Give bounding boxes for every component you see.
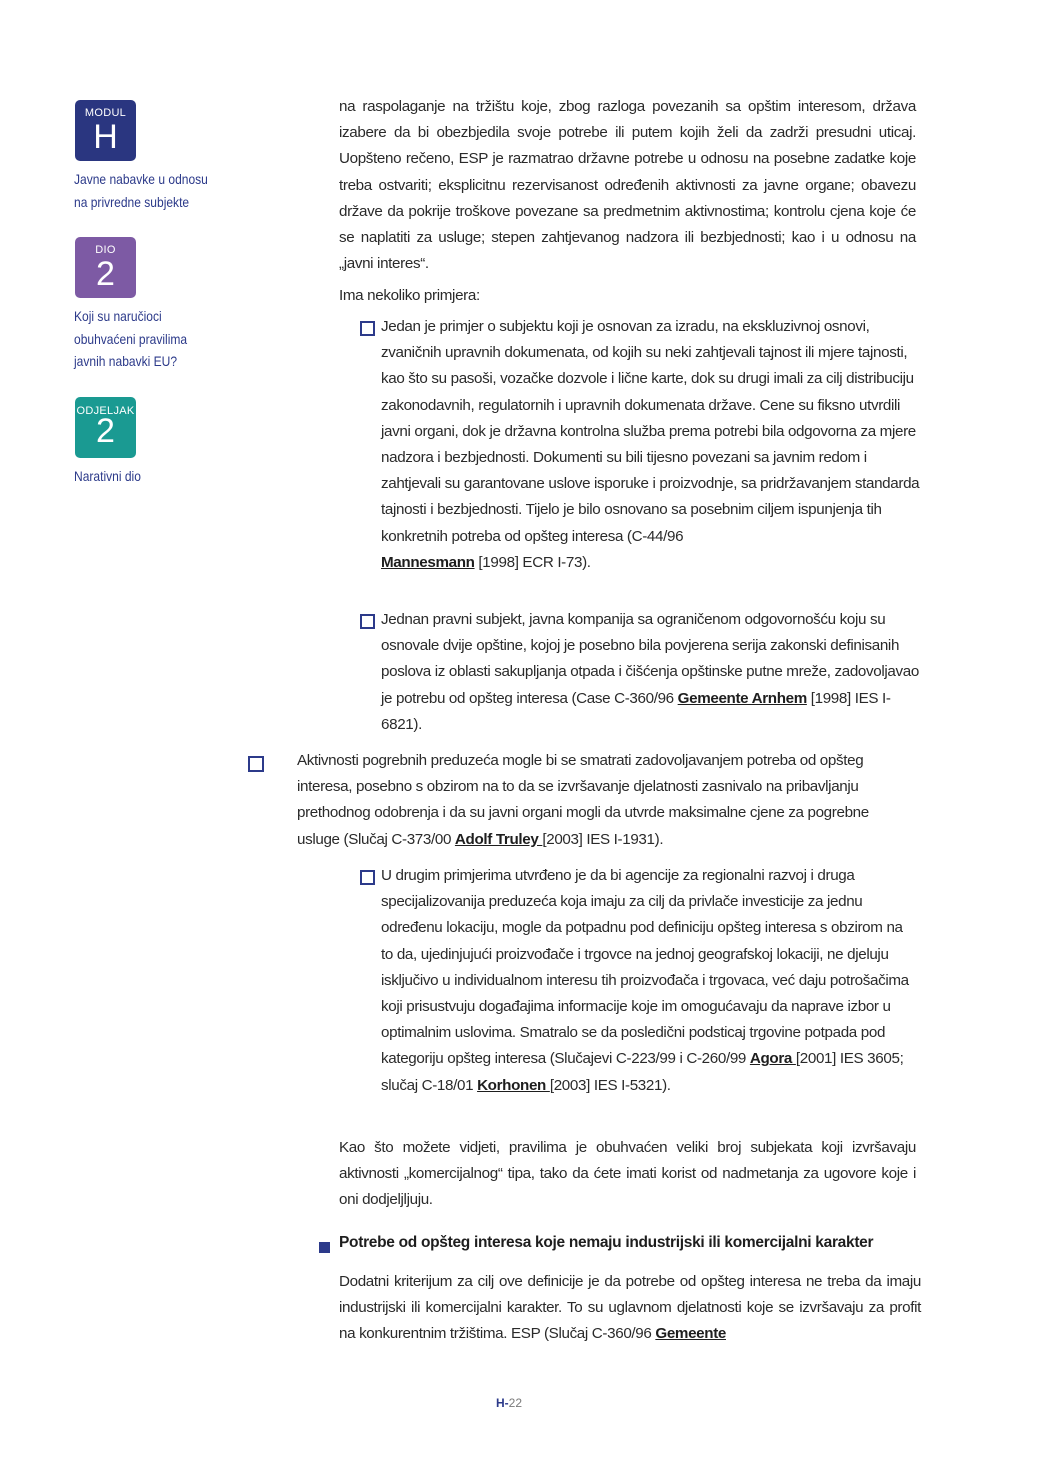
checkbox-icon bbox=[360, 614, 375, 629]
checkbox-icon bbox=[248, 756, 264, 772]
case-link-mannesmann[interactable]: Mannesmann bbox=[381, 553, 475, 571]
section-text: Dodatni kriterijum za cilj ove definicije je da potrebe od opšteg interesa ne treba da imaju industrijski ili komercijalni karakter. To su uglavnom djelatnosti koje se izvršavaju za profit na konkurentnim tržištima. ESP (Slučaj C-360/96 bbox=[339, 1273, 921, 1343]
page-number bbox=[496, 1396, 522, 1410]
checkbox-icon bbox=[360, 870, 375, 885]
bullet-text: U drugim primjerima utvrđeno je da bi agencije za regionalni razvoj i druga specijalizovanija preduzeća koja imaju za cilj da privlače investicije za jednu određenu lokaciju, mogle da potpadnu pod definiciju opšteg interesa s obzirom na to da, ujedinjujući proizvođače i trgovce na jednoj geografskoj lokaciji, ne djeluju isključivo u individualnom interesu tih proizvođača i trgovaca, već daju potrošačima koji prisustvuju događajima informacije koje im omogućavaju da naprave izbor u optimalnim uslovima. Smatralo se da posledični podsticaj trgovine potpada pod kategoriju opšteg interesa (Slučajevi C-223/99 i C-260/99 bbox=[381, 867, 909, 1068]
modul-label: MODUL bbox=[84, 107, 127, 119]
intro-paragraph: na raspolaganje na tržištu koje, zbog razloga povezanih sa opštim interesom, država izabere da bi obezbjedila svoje potrebe ili putem kojih želi da zadrži presudni uticaj. Uopšteno rečeno, ESP je razmatrao državne potrebe u odnosu na posebne zadatke koje treba ostvariti; eksplicitnu rezervisanost određenih aktivnosti za javne organe; obavezu države da pokrije troškove povezane sa predmetnim aktivnostima; kontrolu cjena koje će se naplatiti za usluge; stepen zahtjevanog nadzora ili bezbjednosti; kao i u odnosu na „javni interes“. bbox=[339, 98, 916, 273]
section-heading: Potrebe od opšteg interesa koje nemaju industrijski ili komercijalni karakter bbox=[339, 1234, 874, 1251]
bullet-item bbox=[381, 863, 914, 1099]
case-link-gemeente[interactable]: Gemeente bbox=[655, 1325, 726, 1343]
dio-badge bbox=[75, 237, 136, 298]
bullet-tail: [1998] IES I-6821). bbox=[381, 689, 891, 733]
bullet-tail: [2003] IES I-5321). bbox=[549, 1076, 671, 1094]
bullet-text: Aktivnosti pogrebnih preduzeća mogle bi se smatrati zadovoljavanjem potreba od opšteg interesa, posebno s obzirom na to da se izvršavanje djelatnosti zasnivalo na pribavljanju prethodnog odobrenja i da su javni organi mogli da utvrde maksimalne cjene za pogrebne usluge (Slučaj C-373/00 bbox=[297, 752, 869, 848]
bullet-item bbox=[297, 748, 909, 853]
bullet-text: Jedan je primjer o subjektu koji je osnovan za izradu, na ekskluzivnoj osnovi, zvaničnih upravnih dokumenata, od kojih su neki zahtjevali tajnost ili mjere tajnosti, kao što su pasoši, vozačke dozvole i lične karte, dok su drugi imali za cilj distribuciju zakonodavnih, regulatornih i upravnih dokumenata države. Cene su fiksno utvrdili javni organi, dok je državna kontrolna služba prema potrebi bila odgovorna za mjere nadzora i bezbjednosti. Dokumenti su bili tijesno povezani sa javnim redom i zahtjevali su garantovane uslove isporuke i proizvodnje, sa pridržavanjem standarda tajnosti i bezbjednosti. Tijelo je bilo osnovano sa posebnim ciljem ispunjenja tih konkretnih potreba od opšteg interesa (C-44/96 bbox=[381, 318, 920, 545]
section-paragraph bbox=[339, 1269, 921, 1348]
case-link-korhonen[interactable]: Korhonen bbox=[477, 1076, 550, 1094]
dio-number: 2 bbox=[96, 255, 115, 293]
closing-paragraph: Kao što možete vidjeti, pravilima je obuhvaćen veliki broj subjekata koji izvršavaju aktivnosti „komercijalnog“ tipa, tako da ćete imati korist od nadmetanja za ugovore koje i oni dodjeljljuju. bbox=[339, 1139, 916, 1209]
heading-square-icon bbox=[319, 1242, 330, 1253]
modul-title: Javne nabavke u odnosu na privredne subjekte bbox=[74, 171, 208, 210]
odjeljak-label: ODJELJAK bbox=[76, 405, 135, 417]
odjeljak-title: Narativni dio bbox=[74, 468, 141, 484]
bullet-item bbox=[381, 607, 921, 738]
bullet-text: Jednan pravni subjekt, javna kompanija sa ograničenom odgovornošću koju su osnovale dvije opštine, kojoj je posebno bila povjerena serija zakonski definisanih poslova iz oblasti sakupljanja otpada i čišćenja opštinske putne mreže, zadovoljavao je potrebu od opšteg interesa (Case C-360/96 bbox=[381, 611, 919, 707]
odjeljak-badge bbox=[75, 397, 136, 458]
dio-label: DIO bbox=[95, 244, 116, 256]
bullet-tail: [2003] IES I-1931). bbox=[542, 830, 664, 848]
bullet-tail: [1998] ECR I-73). bbox=[474, 553, 591, 571]
page-prefix: H- bbox=[496, 1396, 509, 1410]
case-link-agora[interactable]: Agora bbox=[749, 1050, 796, 1068]
odjeljak-number: 2 bbox=[96, 412, 115, 450]
bullet-middle: [2001] IES 3605; slučaj C-18/01 bbox=[381, 1050, 904, 1094]
page-number-value: 22 bbox=[508, 1396, 523, 1410]
case-link-adolf-truley[interactable]: Adolf Truley bbox=[454, 830, 543, 848]
examples-intro: Ima nekoliko primjera: bbox=[339, 287, 480, 304]
case-link-gemeente-arnhem[interactable]: Gemeente Arnhem bbox=[677, 689, 807, 707]
modul-badge bbox=[75, 100, 136, 161]
modul-letter: H bbox=[93, 118, 118, 156]
checkbox-icon bbox=[360, 321, 375, 336]
bullet-item bbox=[381, 314, 921, 576]
dio-title: Koji su naručioci obuhvaćeni pravilima javnih nabavki EU? bbox=[74, 308, 188, 369]
